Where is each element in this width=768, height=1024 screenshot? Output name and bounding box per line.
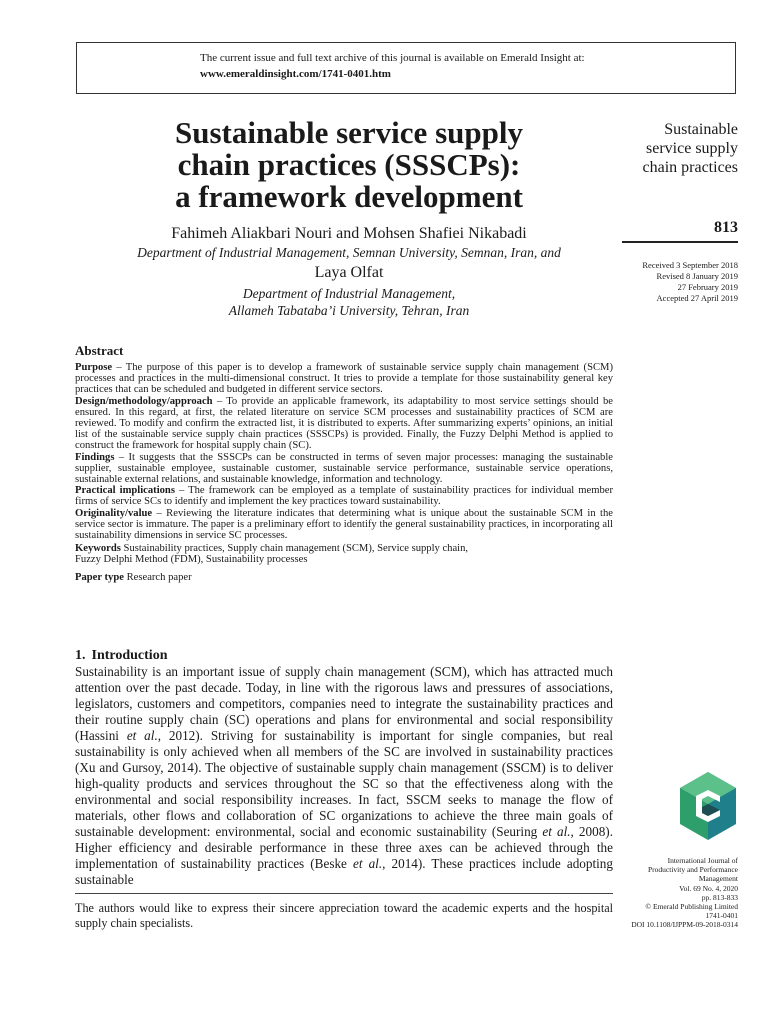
findings-label: Findings	[75, 451, 115, 463]
title-line-1: Sustainable service supply	[175, 115, 523, 150]
findings-text: – It suggests that the SSSCPs can be constructed in terms of seven major processes: managing the sustainable supplier, sustainable employee, sustainable customer, sustainable service performance, sustainable service operations, sustainable external relations, and sustainable knowledge, information and technology.	[75, 451, 613, 486]
abstract-heading: Abstract	[75, 343, 124, 358]
running-title-line-3: chain practices	[642, 159, 738, 176]
section-number: 1.	[75, 648, 86, 663]
journal-info	[600, 856, 738, 930]
originality-text: – Reviewing the literature indicates that determining what is unique about the sustainable SCM in the service sector is immature. The paper is a preliminary effort to identify the general sustainability practices, in incorporating all sustainability dimensions in service SC processes.	[75, 507, 613, 542]
title-line-3: a framework development	[175, 179, 523, 214]
abstract-purpose	[75, 362, 613, 396]
running-title-line-2: service supply	[646, 140, 738, 157]
submission-history	[600, 260, 738, 304]
design-text: – To provide an applicable framework, its adaptability to most service settings should be ensured. In this regard, at first, the related literature on service SCM processes and sustainability practices of SCM are reviewed. To modify and confirm the extracted list, it is distributed to experts. After summarizing experts’ opinions, an initial list of the sustainable service supply chain practices (SSSCPs) is provided. Finally, the Fuzzy Delphi Method is applied to construct the framework for hospital supply chain (SC).	[75, 395, 613, 452]
abstract-findings	[75, 452, 613, 486]
affiliation-2-line-1: Department of Industrial Management,	[242, 286, 456, 301]
author-names-2: Laya Olfat	[314, 264, 384, 281]
intro-text-4: , 2014). These practices include adopting sustainable	[75, 856, 613, 887]
abstract-originality	[75, 508, 613, 542]
running-title	[590, 120, 738, 177]
journal-volume: Vol. 69 No. 4, 2020	[679, 883, 738, 893]
history-accepted: Accepted 27 April 2019	[656, 293, 738, 303]
history-revised: Revised 8 January 2019	[656, 271, 738, 281]
originality-label: Originality/value	[75, 507, 153, 519]
page-number: 813	[714, 219, 738, 236]
history-received: Received 3 September 2018	[642, 260, 738, 270]
intro-etal-1: et al.	[126, 728, 158, 743]
practical-label: Practical implications	[75, 485, 175, 497]
journal-name-3: Management	[698, 874, 738, 884]
abstract-section	[75, 343, 613, 583]
paper-type-text: Research paper	[123, 571, 192, 583]
running-title-line-1: Sustainable	[664, 121, 738, 138]
acknowledgement-footnote: The authors would like to express their sincere appreciation toward the academic experts and the hospital supply chain specialists.	[75, 901, 613, 930]
paper-type-label: Paper type	[75, 571, 124, 583]
journal-name-1: International Journal of	[667, 856, 738, 865]
author-affiliation-2	[80, 285, 618, 319]
journal-issn: 1741-0401	[705, 911, 738, 921]
intro-text-1: Sustainability is an important issue of supply chain management (SCM), which has attracted much attention over the past decade. Today, in line with the rigorous laws and pressures of associations, legislators, customers and competitors, companies need to integrate the sustainability practices and their routine supply chain (SC) operations and plans for environmental and social responsibility (Hassini	[75, 664, 613, 743]
affiliation-2-line-2: Allameh Tabataba’i University, Tehran, Iran	[228, 303, 470, 318]
archive-notice-text: The current issue and full text archive of this journal is available on Emerald Insight at:	[200, 52, 585, 64]
section-title: Introduction	[91, 648, 168, 663]
intro-etal-2: et al.	[542, 824, 571, 839]
introduction-paragraph	[75, 664, 613, 888]
abstract-paper-type	[75, 572, 613, 583]
journal-doi-link[interactable]: DOI 10.1108/IJPPM-09-2018-0314	[631, 920, 738, 930]
archive-url-link[interactable]: www.emeraldinsight.com/1741-0401.htm	[200, 68, 391, 80]
history-revised-2: 27 February 2019	[677, 282, 738, 292]
journal-pages: pp. 813-833	[701, 892, 738, 902]
archive-notice-box	[76, 42, 736, 94]
keywords-label: Keywords	[75, 543, 121, 555]
article-title	[80, 117, 618, 213]
introduction-heading	[75, 648, 613, 664]
title-line-2: chain practices (SSSCPs):	[177, 147, 521, 182]
keywords-text-1: Sustainability practices, Supply chain management (SCM), Service supply chain,	[120, 543, 469, 555]
page-number-rule	[622, 241, 738, 243]
intro-text-3: , 2008). Higher efficiency and desirable performance in these three axes can be achieved through the implementation of sustainability practices (Beske	[75, 824, 613, 871]
purpose-label: Purpose	[75, 362, 113, 373]
author-affiliation-1: Department of Industrial Management, Semnan University, Semnan, Iran, and	[137, 245, 561, 260]
design-label: Design/methodology/approach	[75, 395, 213, 407]
introduction-section	[75, 648, 613, 888]
practical-text: – The framework can be employed as a template of sustainability practices for individual member firms of service SCs to identify and implement the key practices toward sustainability.	[75, 485, 614, 508]
keywords-text-2: Fuzzy Delphi Method (FDM), Sustainability processes	[75, 554, 308, 566]
intro-text-2: , 2012). Striving for sustainability is important for single companies, but real sustainability is only achieved when all members of the SC are involved in sustainability practices (Xu and Gursoy, 2014). The objective of sustainable supply chain management (SSCM) is to deliver high-quality products and services throughout the SC so that the effectiveness along with the environmental and social responsibility increases. In fact, SSCM seeks to manage the flow of materials, other flows and collaboration of SC organizations to achieve the three main goals of sustainable development: environmental, social and economic sustainability (Seuring	[75, 728, 613, 839]
abstract-design	[75, 396, 613, 452]
intro-etal-3: et al.	[352, 856, 383, 871]
footnote-rule	[75, 893, 613, 894]
author-names-1: Fahimeh Aliakbari Nouri and Mohsen Shafiei Nikabadi	[171, 225, 527, 242]
abstract-practical	[75, 485, 613, 507]
purpose-text: – The purpose of this paper is to develop a framework of sustainable service supply chain management (SCM) processes and practices in the multi-dimensional construct. It tries to provide a template for those sustainability general key practices that can be scheduled and budgeted in different service sectors.	[75, 362, 613, 396]
emerald-logo-icon	[676, 770, 740, 842]
abstract-keywords	[75, 543, 613, 565]
journal-copyright: © Emerald Publishing Limited	[645, 902, 738, 912]
journal-name-2: Productivity and Performance	[648, 865, 738, 875]
